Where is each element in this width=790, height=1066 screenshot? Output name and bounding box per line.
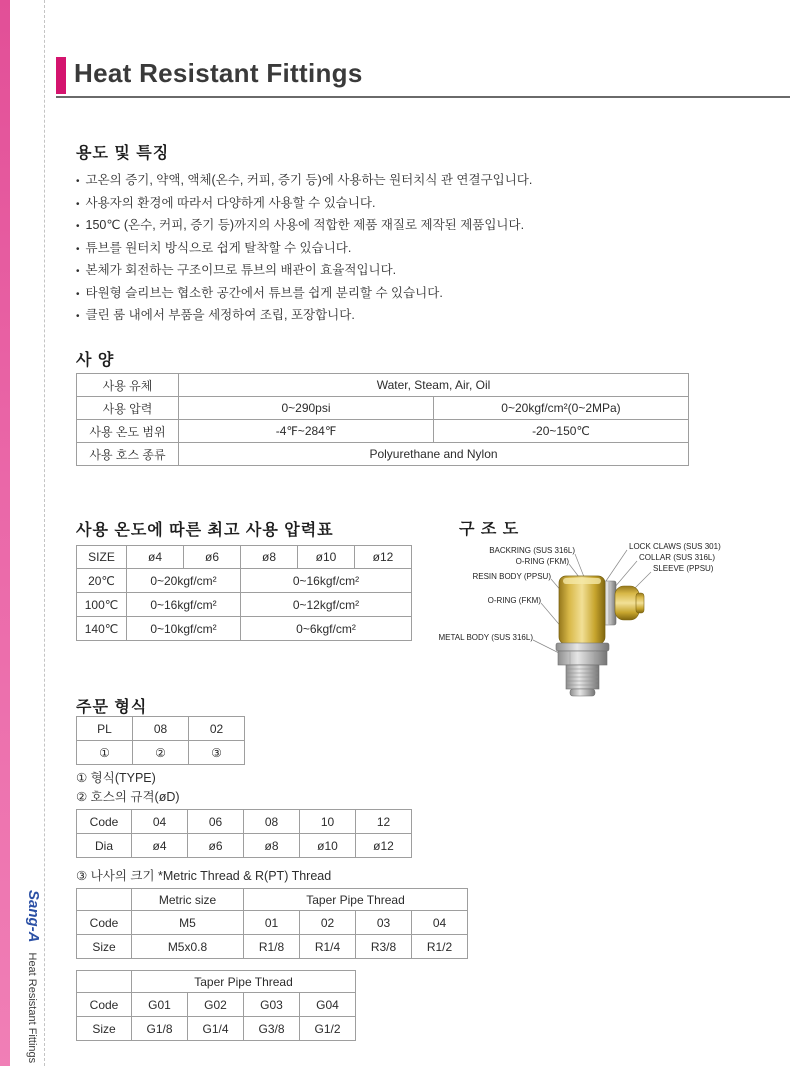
pressure-temp: 140℃ <box>77 617 127 641</box>
title-rule <box>56 96 790 98</box>
spec-heading: 사 양 <box>76 352 115 369</box>
feature-item <box>76 305 532 328</box>
g-thread-size: G1/4 <box>188 1017 244 1041</box>
structure-diagram <box>438 538 790 703</box>
hose-code: 12 <box>356 810 412 834</box>
pressure-value: 0~6kgf/cm² <box>241 617 412 641</box>
pressure-header: ø8 <box>241 546 298 569</box>
title-accent-square <box>56 57 66 94</box>
pressure-temp: 20℃ <box>77 569 127 593</box>
order-heading: 주문 형식 <box>76 699 148 716</box>
sidebar-series-label: Heat Resistant Fittings <box>26 952 38 1064</box>
hose-size-table <box>76 809 412 858</box>
g-thread-header: Taper Pipe Thread <box>132 971 356 993</box>
bullet-icon: • <box>76 176 80 187</box>
spec-value: -4℉~284℉ <box>179 420 434 443</box>
thread-size: M5x0.8 <box>132 935 244 959</box>
sidebar-vertical-text <box>24 890 42 1063</box>
pressure-header: ø6 <box>184 546 241 569</box>
feature-item <box>76 260 532 283</box>
thread-size: R1/8 <box>244 935 300 959</box>
bullet-icon: • <box>76 198 80 210</box>
feature-text: 고온의 증기, 약액, 액체(온수, 커피, 증기 등)에 사용하는 원터치식 관 연결구입니다. <box>85 173 533 187</box>
bullet-icon: • <box>76 288 80 300</box>
order-note-type: ① 형식(TYPE) <box>76 771 156 785</box>
diagram-label-lock-claws: LOCK CLAWS (SUS 301) <box>629 542 721 551</box>
hose-code: 08 <box>244 810 300 834</box>
feature-item <box>76 283 532 306</box>
diagram-label-metal-body: METAL BODY (SUS 316L) <box>438 633 533 642</box>
feature-text: 타원형 슬리브는 협소한 공간에서 튜브를 쉽게 분리할 수 있습니다. <box>85 285 443 300</box>
spec-value: Water, Steam, Air, Oil <box>179 374 689 397</box>
g-thread-code: G04 <box>300 993 356 1017</box>
spec-label: 사용 압력 <box>77 397 179 420</box>
g-thread-code-label: Code <box>77 993 132 1017</box>
feature-item <box>76 238 532 261</box>
feature-item <box>76 215 532 238</box>
diagram-label-oring-top: O-RING (FKM) <box>515 557 569 566</box>
g-thread-size: G3/8 <box>244 1017 300 1041</box>
thread-code: 03 <box>356 911 412 935</box>
bullet-icon: • <box>76 266 80 277</box>
g-thread-code: G03 <box>244 993 300 1017</box>
bullet-icon: • <box>76 243 80 255</box>
diagram-label-collar: COLLAR (SUS 316L) <box>639 553 716 562</box>
diagram-label-resin-body: RESIN BODY (PPSU) <box>472 572 551 581</box>
thread-code: 02 <box>300 911 356 935</box>
hose-dia-label: Dia <box>77 834 132 858</box>
spec-value: -20~150℃ <box>434 420 689 443</box>
g-thread-empty-cell <box>77 971 132 993</box>
pressure-table <box>76 545 412 641</box>
feature-text: 클린 룸 내에서 부품을 세정하여 조립, 포장합니다. <box>85 308 355 322</box>
hose-code: 04 <box>132 810 188 834</box>
spec-value: 0~290psi <box>179 397 434 420</box>
g-thread-size-label: Size <box>77 1017 132 1041</box>
feature-item <box>76 170 532 193</box>
spec-value: 0~20kgf/cm²(0~2MPa) <box>434 397 689 420</box>
thread-code: 01 <box>244 911 300 935</box>
feature-text: 150℃ (온수, 커피, 증기 등)까지의 사용에 적합한 제품 재질로 제작된 제품입니다. <box>85 218 525 232</box>
order-mark-cell: ③ <box>189 741 245 765</box>
pressure-value: 0~20kgf/cm² <box>127 569 241 593</box>
fitting-illustration <box>455 538 790 703</box>
g-thread-size: G1/2 <box>300 1017 356 1041</box>
feature-text: 사용자의 환경에 따라서 다양하게 사용할 수 있습니다. <box>85 195 376 210</box>
hose-code: 10 <box>300 810 356 834</box>
thread-size: R1/4 <box>300 935 356 959</box>
thread-header-metric: Metric size <box>132 889 244 911</box>
g-thread-table <box>76 970 356 1041</box>
bullet-icon: • <box>76 311 80 322</box>
thread-size-label: Size <box>77 935 132 959</box>
pressure-value: 0~16kgf/cm² <box>127 593 241 617</box>
pressure-header: ø10 <box>298 546 355 569</box>
spec-label: 사용 온도 범위 <box>77 420 179 443</box>
features-list <box>76 170 532 328</box>
pressure-value: 0~12kgf/cm² <box>241 593 412 617</box>
thread-size-table <box>76 888 468 959</box>
pressure-header: ø4 <box>127 546 184 569</box>
spec-label: 사용 호스 종류 <box>77 443 179 466</box>
diagram-heading: 구 조 도 <box>459 521 520 538</box>
bullet-icon: • <box>76 221 80 232</box>
pressure-heading: 사용 온도에 따른 최고 사용 압력표 <box>76 522 334 539</box>
hose-code: 06 <box>188 810 244 834</box>
thread-code: 04 <box>412 911 468 935</box>
hose-dia: ø12 <box>356 834 412 858</box>
g-thread-size: G1/8 <box>132 1017 188 1041</box>
order-example-table <box>76 716 245 765</box>
thread-code-label: Code <box>77 911 132 935</box>
thread-size: R3/8 <box>356 935 412 959</box>
pressure-header: SIZE <box>77 546 127 569</box>
thread-size: R1/2 <box>412 935 468 959</box>
order-mark-cell: ② <box>133 741 189 765</box>
order-mark-cell: ① <box>77 741 133 765</box>
diagram-label-oring-bottom: O-RING (FKM) <box>487 596 541 605</box>
feature-item <box>76 193 532 216</box>
hose-dia: ø8 <box>244 834 300 858</box>
features-heading: 용도 및 특징 <box>76 145 170 162</box>
g-thread-code: G01 <box>132 993 188 1017</box>
feature-text: 튜브를 원터치 방식으로 쉽게 탈착할 수 있습니다. <box>85 240 352 255</box>
left-accent-strip <box>0 0 10 1066</box>
order-note-hose: ② 호스의 규격(øD) <box>76 790 180 804</box>
order-example-cell: PL <box>77 717 133 741</box>
g-thread-code: G02 <box>188 993 244 1017</box>
page-title: Heat Resistant Fittings <box>74 58 363 88</box>
order-example-cell: 08 <box>133 717 189 741</box>
spec-value: Polyurethane and Nylon <box>179 443 689 466</box>
pressure-value: 0~16kgf/cm² <box>241 569 412 593</box>
thread-code: M5 <box>132 911 244 935</box>
thread-empty-cell <box>77 889 132 911</box>
left-dashed-divider <box>44 0 45 1066</box>
hose-dia: ø10 <box>300 834 356 858</box>
spec-table <box>76 373 689 466</box>
order-example-cell: 02 <box>189 717 245 741</box>
diagram-label-backring: BACKRING (SUS 316L) <box>489 546 575 555</box>
thread-header-taper: Taper Pipe Thread <box>244 889 468 911</box>
pressure-value: 0~10kgf/cm² <box>127 617 241 641</box>
spec-label: 사용 유체 <box>77 374 179 397</box>
brand-name: Sang-A <box>25 890 42 943</box>
hose-dia: ø6 <box>188 834 244 858</box>
pressure-temp: 100℃ <box>77 593 127 617</box>
feature-text: 본체가 회전하는 구조이므로 튜브의 배관이 효율적입니다. <box>85 263 397 277</box>
hose-code-label: Code <box>77 810 132 834</box>
diagram-label-sleeve: SLEEVE (PPSU) <box>653 564 714 573</box>
hose-dia: ø4 <box>132 834 188 858</box>
pressure-header: ø12 <box>355 546 412 569</box>
order-note-thread: ③ 나사의 크기 *Metric Thread & R(PT) Thread <box>76 869 332 883</box>
